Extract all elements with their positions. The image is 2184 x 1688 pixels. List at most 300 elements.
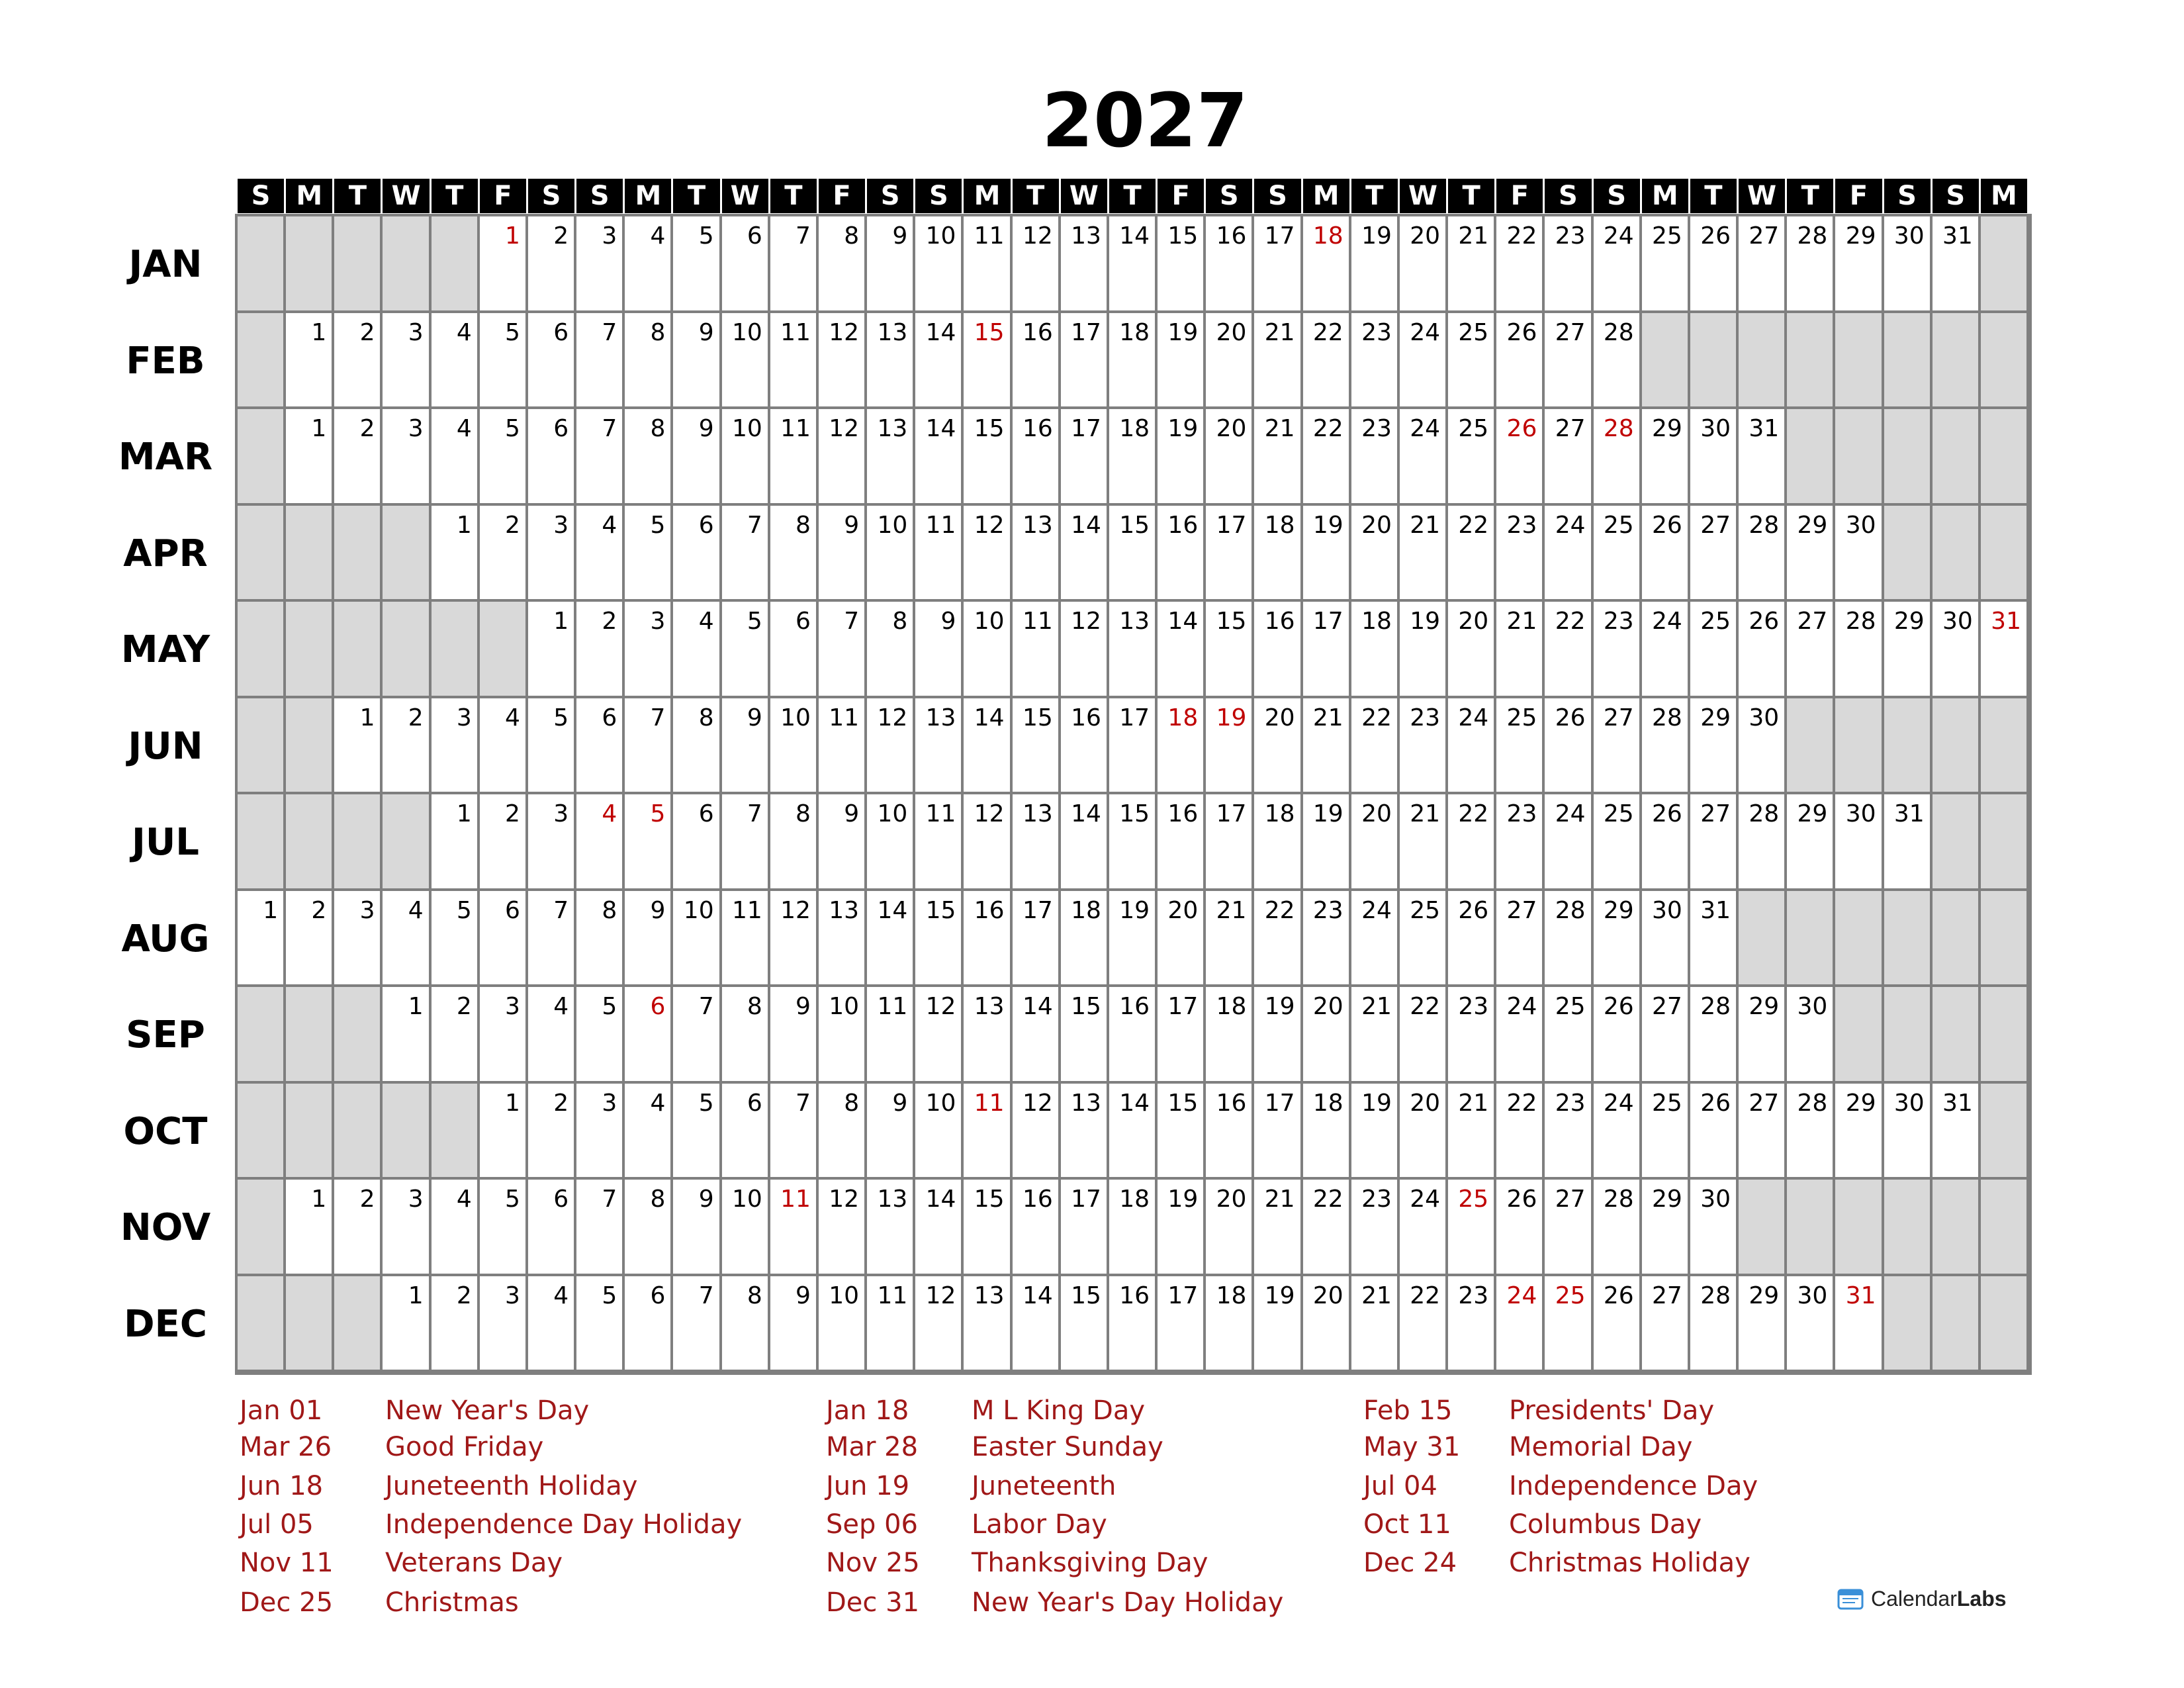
day-number: 2 bbox=[553, 222, 569, 250]
day-cell bbox=[1303, 794, 1351, 891]
day-number: 1 bbox=[456, 511, 472, 539]
day-cell bbox=[1594, 602, 1642, 698]
day-cell bbox=[867, 891, 915, 988]
day-number: 22 bbox=[1458, 511, 1489, 539]
day-number: 26 bbox=[1700, 1089, 1731, 1117]
day-number: 25 bbox=[1652, 1089, 1682, 1117]
empty-day-cell bbox=[1981, 506, 2029, 602]
day-number: 28 bbox=[1700, 993, 1731, 1020]
holiday-name: Thanksgiving Day bbox=[972, 1548, 1208, 1578]
day-cell bbox=[867, 216, 915, 313]
weekday-header-cell: T bbox=[334, 179, 381, 213]
holiday-day-number: 19 bbox=[1216, 704, 1247, 731]
day-number: 30 bbox=[1942, 608, 1973, 635]
holiday-day-number: 25 bbox=[1555, 1282, 1586, 1309]
day-number: 16 bbox=[1167, 800, 1199, 827]
day-cell bbox=[1594, 506, 1642, 602]
day-cell bbox=[1545, 409, 1593, 506]
day-cell bbox=[1545, 698, 1593, 795]
day-cell bbox=[625, 987, 673, 1084]
day-cell bbox=[1013, 1084, 1061, 1180]
day-number: 27 bbox=[1700, 800, 1731, 827]
day-cell bbox=[867, 506, 915, 602]
day-cell bbox=[722, 794, 770, 891]
day-number: 4 bbox=[505, 704, 520, 731]
empty-day-cell bbox=[286, 794, 334, 891]
holiday-date: Nov 11 bbox=[240, 1548, 334, 1578]
day-cell bbox=[576, 1180, 625, 1276]
day-number: 20 bbox=[1312, 1282, 1343, 1309]
day-cell bbox=[722, 313, 770, 410]
day-number: 16 bbox=[1022, 415, 1053, 442]
day-cell bbox=[1158, 506, 1206, 602]
day-cell bbox=[964, 216, 1012, 313]
day-number: 16 bbox=[1216, 1089, 1247, 1117]
day-cell bbox=[1206, 1084, 1254, 1180]
day-cell bbox=[770, 602, 819, 698]
day-cell bbox=[334, 409, 383, 506]
empty-day-cell bbox=[1981, 698, 2029, 795]
day-number: 12 bbox=[974, 800, 1005, 827]
day-cell bbox=[1013, 698, 1061, 795]
day-cell bbox=[1158, 891, 1206, 988]
day-cell bbox=[722, 409, 770, 506]
day-cell bbox=[1351, 602, 1400, 698]
day-cell bbox=[1496, 602, 1545, 698]
day-cell bbox=[770, 1180, 819, 1276]
holiday-name: Presidents' Day bbox=[1509, 1395, 1715, 1426]
day-number: 13 bbox=[925, 704, 956, 731]
day-cell bbox=[1642, 409, 1690, 506]
day-cell bbox=[867, 313, 915, 410]
day-number: 3 bbox=[408, 1186, 424, 1213]
empty-day-cell bbox=[238, 409, 286, 506]
day-number: 17 bbox=[1071, 415, 1101, 442]
day-cell bbox=[432, 987, 480, 1084]
empty-day-cell bbox=[1835, 987, 1884, 1084]
day-number: 28 bbox=[1603, 1186, 1634, 1213]
day-number: 6 bbox=[553, 318, 569, 346]
day-number: 5 bbox=[747, 608, 762, 635]
day-cell bbox=[432, 409, 480, 506]
day-cell bbox=[528, 1084, 576, 1180]
day-number: 7 bbox=[602, 415, 617, 442]
holiday-date: Dec 24 bbox=[1363, 1548, 1457, 1578]
day-cell bbox=[625, 891, 673, 988]
month-label: FEB bbox=[126, 339, 205, 383]
day-cell bbox=[673, 1084, 721, 1180]
day-cell bbox=[1739, 1084, 1787, 1180]
empty-day-cell bbox=[286, 987, 334, 1084]
day-number: 3 bbox=[505, 1282, 520, 1309]
weekday-header-cell: M bbox=[625, 179, 671, 213]
day-number: 17 bbox=[1071, 1186, 1101, 1213]
day-number: 22 bbox=[1555, 608, 1586, 635]
day-cell bbox=[722, 1276, 770, 1373]
empty-day-cell bbox=[1835, 313, 1884, 410]
day-number: 10 bbox=[829, 993, 860, 1020]
day-number: 20 bbox=[1216, 1186, 1247, 1213]
day-cell bbox=[1254, 409, 1302, 506]
day-number: 13 bbox=[974, 1282, 1005, 1309]
brand-logo bbox=[1837, 1582, 2007, 1615]
day-number: 16 bbox=[1119, 993, 1150, 1020]
day-number: 30 bbox=[1700, 1186, 1731, 1213]
day-cell bbox=[1448, 794, 1496, 891]
day-number: 15 bbox=[974, 415, 1005, 442]
day-cell bbox=[1448, 506, 1496, 602]
day-number: 6 bbox=[602, 704, 617, 731]
empty-day-cell bbox=[238, 987, 286, 1084]
day-cell bbox=[1206, 891, 1254, 988]
day-cell bbox=[1158, 409, 1206, 506]
day-cell bbox=[1400, 506, 1448, 602]
weekday-header-cell: F bbox=[1835, 179, 1882, 213]
weekday-header-cell: T bbox=[770, 179, 817, 213]
empty-day-cell bbox=[1835, 409, 1884, 506]
day-cell bbox=[1690, 891, 1739, 988]
day-cell bbox=[1013, 602, 1061, 698]
empty-day-cell bbox=[1981, 794, 2029, 891]
day-cell bbox=[770, 409, 819, 506]
day-number: 11 bbox=[877, 993, 908, 1020]
day-number: 18 bbox=[1119, 415, 1150, 442]
day-number: 8 bbox=[650, 415, 666, 442]
day-number: 12 bbox=[829, 415, 860, 442]
day-cell bbox=[915, 313, 964, 410]
day-cell bbox=[1739, 987, 1787, 1084]
day-cell bbox=[1206, 698, 1254, 795]
weekday-header-cell: W bbox=[1061, 179, 1107, 213]
day-cell bbox=[1739, 794, 1787, 891]
day-number: 11 bbox=[780, 415, 811, 442]
day-cell bbox=[528, 794, 576, 891]
day-number: 15 bbox=[1071, 993, 1101, 1020]
empty-day-cell bbox=[238, 506, 286, 602]
day-cell bbox=[1642, 1276, 1690, 1373]
day-number: 4 bbox=[553, 1282, 569, 1309]
day-number: 3 bbox=[553, 800, 569, 827]
day-cell bbox=[673, 987, 721, 1084]
month-label: AUG bbox=[121, 917, 210, 961]
day-number: 12 bbox=[829, 1186, 860, 1213]
day-number: 6 bbox=[747, 1089, 762, 1117]
day-number: 1 bbox=[311, 318, 327, 346]
day-cell bbox=[673, 1276, 721, 1373]
day-number: 8 bbox=[844, 1089, 860, 1117]
day-cell bbox=[1496, 891, 1545, 988]
day-number: 21 bbox=[1312, 704, 1343, 731]
day-number: 6 bbox=[698, 800, 714, 827]
day-number: 9 bbox=[698, 415, 714, 442]
day-cell bbox=[770, 794, 819, 891]
day-cell bbox=[1400, 1276, 1448, 1373]
day-number: 20 bbox=[1410, 1089, 1441, 1117]
day-cell bbox=[1254, 987, 1302, 1084]
day-number: 17 bbox=[1216, 800, 1247, 827]
day-cell bbox=[1303, 987, 1351, 1084]
day-number: 25 bbox=[1603, 800, 1634, 827]
day-number: 15 bbox=[925, 896, 956, 924]
day-number: 26 bbox=[1700, 222, 1731, 250]
day-cell bbox=[1496, 698, 1545, 795]
weekday-header-cell: M bbox=[1642, 179, 1688, 213]
weekday-header-cell: M bbox=[286, 179, 332, 213]
day-number: 7 bbox=[747, 511, 762, 539]
day-cell bbox=[867, 409, 915, 506]
day-cell bbox=[576, 409, 625, 506]
holiday-date: Mar 28 bbox=[826, 1432, 919, 1462]
day-cell bbox=[1835, 506, 1884, 602]
day-number: 4 bbox=[456, 1186, 472, 1213]
day-cell bbox=[770, 1276, 819, 1373]
day-number: 22 bbox=[1312, 415, 1343, 442]
day-number: 16 bbox=[1119, 1282, 1150, 1309]
weekday-header-cell: T bbox=[1690, 179, 1737, 213]
day-cell bbox=[1254, 1276, 1302, 1373]
day-cell bbox=[915, 216, 964, 313]
day-cell bbox=[576, 794, 625, 891]
weekday-header-cell: S bbox=[1933, 179, 1979, 213]
day-number: 21 bbox=[1361, 993, 1392, 1020]
day-number: 8 bbox=[796, 511, 811, 539]
day-cell bbox=[1061, 1084, 1109, 1180]
day-number: 21 bbox=[1264, 415, 1295, 442]
holiday-date: Jan 18 bbox=[826, 1395, 909, 1426]
day-cell bbox=[1400, 313, 1448, 410]
day-number: 19 bbox=[1410, 608, 1441, 635]
day-number: 29 bbox=[1845, 1089, 1876, 1117]
empty-day-cell bbox=[286, 216, 334, 313]
empty-day-cell bbox=[1933, 891, 1981, 988]
day-number: 8 bbox=[747, 1282, 762, 1309]
day-cell bbox=[1690, 216, 1739, 313]
day-number: 1 bbox=[408, 1282, 424, 1309]
day-number: 19 bbox=[1361, 222, 1392, 250]
day-number: 21 bbox=[1410, 511, 1441, 539]
day-number: 29 bbox=[1603, 896, 1634, 924]
day-number: 28 bbox=[1845, 608, 1876, 635]
day-number: 18 bbox=[1264, 800, 1295, 827]
day-cell bbox=[1400, 1180, 1448, 1276]
day-number: 19 bbox=[1264, 993, 1295, 1020]
day-cell bbox=[819, 313, 867, 410]
day-number: 10 bbox=[925, 1089, 956, 1117]
day-cell bbox=[1787, 1084, 1835, 1180]
day-number: 1 bbox=[359, 704, 375, 731]
day-cell bbox=[1254, 698, 1302, 795]
day-number: 4 bbox=[602, 511, 617, 539]
day-number: 1 bbox=[311, 1186, 327, 1213]
day-number: 11 bbox=[925, 511, 956, 539]
day-cell bbox=[528, 1180, 576, 1276]
day-number: 14 bbox=[1071, 511, 1101, 539]
empty-day-cell bbox=[383, 1084, 431, 1180]
day-cell bbox=[1061, 216, 1109, 313]
day-cell bbox=[1254, 891, 1302, 988]
day-cell bbox=[1061, 698, 1109, 795]
day-number: 21 bbox=[1458, 1089, 1489, 1117]
day-cell bbox=[1254, 1084, 1302, 1180]
day-cell bbox=[770, 313, 819, 410]
empty-day-cell bbox=[334, 602, 383, 698]
day-cell bbox=[1206, 794, 1254, 891]
day-cell bbox=[915, 698, 964, 795]
day-cell bbox=[673, 1180, 721, 1276]
day-number: 1 bbox=[456, 800, 472, 827]
weekday-header-cell: W bbox=[1400, 179, 1446, 213]
day-number: 27 bbox=[1603, 704, 1634, 731]
day-cell bbox=[528, 409, 576, 506]
day-number: 18 bbox=[1361, 608, 1392, 635]
day-number: 28 bbox=[1555, 896, 1586, 924]
month-label: NOV bbox=[120, 1206, 211, 1249]
day-number: 15 bbox=[1167, 1089, 1199, 1117]
day-cell bbox=[1496, 409, 1545, 506]
day-cell bbox=[576, 216, 625, 313]
day-cell bbox=[528, 313, 576, 410]
empty-day-cell bbox=[286, 602, 334, 698]
day-cell bbox=[1884, 216, 1933, 313]
empty-day-cell bbox=[238, 216, 286, 313]
day-number: 22 bbox=[1506, 222, 1537, 250]
day-cell bbox=[480, 987, 528, 1084]
day-number: 21 bbox=[1216, 896, 1247, 924]
day-cell bbox=[528, 216, 576, 313]
day-number: 6 bbox=[796, 608, 811, 635]
day-number: 25 bbox=[1700, 608, 1731, 635]
day-number: 7 bbox=[553, 896, 569, 924]
day-cell bbox=[1690, 987, 1739, 1084]
day-cell bbox=[1448, 216, 1496, 313]
empty-day-cell bbox=[1787, 891, 1835, 988]
day-cell bbox=[1158, 1276, 1206, 1373]
month-label: OCT bbox=[123, 1109, 208, 1153]
empty-day-cell bbox=[1981, 1276, 2029, 1373]
weekday-header-cell: S bbox=[867, 179, 913, 213]
holiday-day-number: 31 bbox=[1991, 608, 2021, 635]
day-cell bbox=[1787, 602, 1835, 698]
day-cell bbox=[1594, 1276, 1642, 1373]
day-cell bbox=[770, 1084, 819, 1180]
weekday-header-cell: T bbox=[1351, 179, 1398, 213]
holiday-name: Labor Day bbox=[972, 1509, 1107, 1540]
day-cell bbox=[1061, 506, 1109, 602]
day-number: 5 bbox=[456, 896, 472, 924]
day-cell bbox=[1739, 602, 1787, 698]
day-number: 7 bbox=[796, 1089, 811, 1117]
day-cell bbox=[770, 216, 819, 313]
day-number: 21 bbox=[1458, 222, 1489, 250]
day-cell bbox=[625, 1276, 673, 1373]
day-number: 22 bbox=[1458, 800, 1489, 827]
day-cell bbox=[1013, 313, 1061, 410]
weekday-header-cell: F bbox=[1496, 179, 1543, 213]
day-number: 12 bbox=[974, 511, 1005, 539]
day-number: 5 bbox=[698, 222, 714, 250]
day-cell bbox=[819, 987, 867, 1084]
day-number: 1 bbox=[505, 1089, 520, 1117]
day-number: 4 bbox=[698, 608, 714, 635]
empty-day-cell bbox=[432, 602, 480, 698]
empty-day-cell bbox=[1981, 1084, 2029, 1180]
day-cell bbox=[480, 216, 528, 313]
day-cell bbox=[1351, 1276, 1400, 1373]
weekday-header-cell: S bbox=[1254, 179, 1300, 213]
empty-day-cell bbox=[383, 602, 431, 698]
empty-day-cell bbox=[383, 506, 431, 602]
day-cell bbox=[1061, 602, 1109, 698]
day-number: 5 bbox=[650, 511, 666, 539]
day-cell bbox=[1400, 1084, 1448, 1180]
day-cell bbox=[1594, 1180, 1642, 1276]
day-cell bbox=[1351, 216, 1400, 313]
day-number: 3 bbox=[456, 704, 472, 731]
day-number: 22 bbox=[1410, 1282, 1441, 1309]
empty-day-cell bbox=[334, 506, 383, 602]
day-number: 19 bbox=[1312, 800, 1343, 827]
day-cell bbox=[1303, 313, 1351, 410]
day-cell bbox=[334, 313, 383, 410]
day-cell bbox=[1739, 1276, 1787, 1373]
calendar-icon bbox=[1837, 1587, 1866, 1611]
day-number: 12 bbox=[829, 318, 860, 346]
holiday-name: Columbus Day bbox=[1509, 1509, 1702, 1540]
holiday-name: Juneteenth bbox=[972, 1471, 1116, 1501]
day-number: 20 bbox=[1264, 704, 1295, 731]
day-cell bbox=[625, 698, 673, 795]
day-number: 30 bbox=[1797, 993, 1828, 1020]
day-number: 30 bbox=[1893, 1089, 1925, 1117]
day-cell bbox=[1690, 1276, 1739, 1373]
day-number: 14 bbox=[1022, 1282, 1053, 1309]
day-number: 27 bbox=[1555, 1186, 1586, 1213]
day-cell bbox=[1642, 987, 1690, 1084]
day-number: 28 bbox=[1700, 1282, 1731, 1309]
holiday-date: Dec 25 bbox=[240, 1587, 334, 1618]
day-number: 25 bbox=[1458, 415, 1489, 442]
empty-day-cell bbox=[480, 602, 528, 698]
day-number: 13 bbox=[1071, 1089, 1101, 1117]
day-cell bbox=[1739, 409, 1787, 506]
holiday-name: Christmas bbox=[385, 1587, 519, 1618]
day-number: 11 bbox=[780, 318, 811, 346]
day-cell bbox=[1690, 602, 1739, 698]
day-number: 31 bbox=[1749, 415, 1780, 442]
day-cell bbox=[722, 698, 770, 795]
day-number: 11 bbox=[829, 704, 860, 731]
day-cell bbox=[334, 1180, 383, 1276]
holiday-name: Memorial Day bbox=[1509, 1432, 1693, 1462]
day-cell bbox=[722, 506, 770, 602]
empty-day-cell bbox=[1787, 1180, 1835, 1276]
day-number: 25 bbox=[1410, 896, 1441, 924]
empty-day-cell bbox=[383, 794, 431, 891]
day-number: 25 bbox=[1603, 511, 1634, 539]
day-cell bbox=[1690, 409, 1739, 506]
day-number: 19 bbox=[1312, 511, 1343, 539]
holiday-name: Juneteenth Holiday bbox=[385, 1471, 638, 1501]
day-cell bbox=[480, 891, 528, 988]
day-number: 17 bbox=[1071, 318, 1101, 346]
day-number: 23 bbox=[1555, 1089, 1586, 1117]
day-number: 26 bbox=[1458, 896, 1489, 924]
day-cell bbox=[1642, 1084, 1690, 1180]
day-cell bbox=[383, 1276, 431, 1373]
holiday-date: Jun 19 bbox=[826, 1471, 910, 1501]
day-number: 18 bbox=[1312, 1089, 1343, 1117]
day-number: 17 bbox=[1022, 896, 1053, 924]
